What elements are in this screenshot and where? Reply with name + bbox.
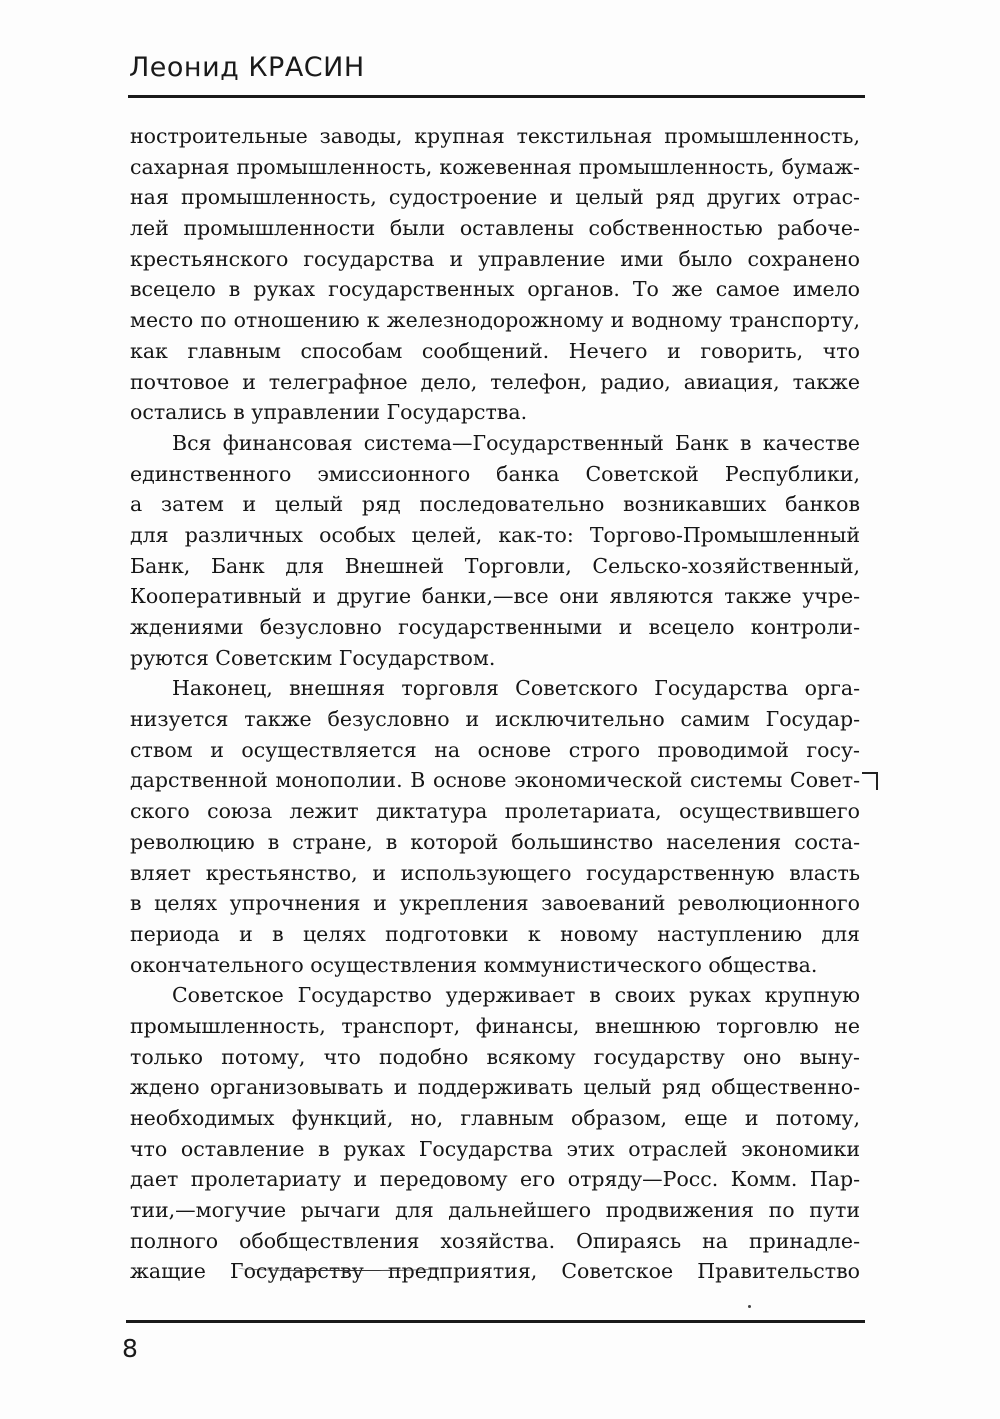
text-line: периода и в целях подготовки к новому наступлению для <box>130 921 860 946</box>
header-rule <box>128 95 865 98</box>
text-line: ством и осуществляется на основе строго проводимой госу- <box>130 737 860 762</box>
text-line: необходимых функций, но, главным образом, еще и потому, <box>130 1106 860 1130</box>
running-head-author: Леонид КРАСИН <box>129 52 365 83</box>
text-line: Советское Государство удерживает в своих руках крупную <box>172 983 860 1008</box>
text-line: тии,—могучие рычаги для дальнейшего продвижения по пути <box>130 1198 860 1223</box>
text-line: сахарная промышленность, кожевенная промышленность, бумаж- <box>130 154 860 179</box>
text-line: всецело в руках государственных органов. То же самое имело <box>130 277 860 302</box>
text-line: ностроительные заводы, крупная текстильная промышленность, <box>130 124 860 148</box>
text-line: место по отношению к железнодорожному и водному транспорту, <box>130 308 860 333</box>
text-line: почтовое и телеграфное дело, телефон, радио, авиация, также <box>130 369 860 394</box>
text-line: крестьянского государства и управление ими было сохранено <box>130 246 860 271</box>
text-line: Кооперативный и другие банки,—все они являются также учре- <box>130 584 860 609</box>
text-line: жащие Государству предприятия, Советское Правительство <box>130 1259 860 1284</box>
text-line: остались в управлении Государства. <box>130 400 528 425</box>
text-line: окончательного осуществления коммунистического общества. <box>130 952 818 977</box>
text-line: полного обобществления хозяйства. Опираясь на принадле- <box>130 1228 860 1253</box>
text-line: революцию в стране, в которой большинство населения соста- <box>130 829 860 854</box>
text-line: ждениями безусловно государственными и всецело контроли- <box>130 615 860 639</box>
text-line: лей промышленности были оставлены собственностью рабоче- <box>130 216 860 241</box>
text-line: промышленность, транспорт, финансы, внешнюю торговлю не <box>130 1013 860 1038</box>
text-line: дает пролетариату и передовому его отряду—Росс. Комм. Пар- <box>130 1167 860 1192</box>
text-line: ского союза лежит диктатура пролетариата, осуществившего <box>130 799 860 824</box>
text-line: Вся финансовая система—Государственный Банк в качестве <box>172 430 860 455</box>
text-line: дарственной монополии. В основе экономической системы Совет- <box>130 768 860 793</box>
text-line: а затем и целый ряд последовательно возникавших банков <box>130 492 860 517</box>
text-line: вляет крестьянство, и использующего государственную власть <box>130 860 860 885</box>
text-line: для различных особых целей, как-то: Торгово-Промышленный <box>130 522 860 547</box>
margin-bracket-mark <box>862 772 878 790</box>
page-number: 8 <box>122 1334 138 1363</box>
text-line: как главным способам сообщений. Нечего и говорить, что <box>130 338 860 363</box>
text-line: низуется также безусловно и исключительно самим Государ- <box>130 707 860 732</box>
text-line: ная промышленность, судостроение и целый ряд других отрас- <box>130 185 860 210</box>
text-line: Банк, Банк для Внешней Торговли, Сельско-хозяйственный, <box>130 553 860 578</box>
body-text <box>130 121 860 1287</box>
text-line: ждено организовывать и поддерживать целый ряд общественно- <box>130 1075 860 1100</box>
ink-speck <box>748 1305 751 1308</box>
handwritten-underline <box>238 1264 446 1271</box>
text-line: руются Советским Государством. <box>130 645 496 670</box>
text-line: в целях упрочнения и укрепления завоеваний революционного <box>130 891 860 916</box>
text-line: Наконец, внешняя торговля Советского Государства орга- <box>172 676 860 701</box>
text-line: что оставление в руках Государства этих отраслей экономики <box>130 1136 860 1161</box>
text-line: единственного эмиссионного банка Советской Республики, <box>130 461 860 486</box>
footer-rule <box>126 1320 865 1323</box>
text-line: только потому, что подобно всякому государству оно выну- <box>130 1044 860 1069</box>
